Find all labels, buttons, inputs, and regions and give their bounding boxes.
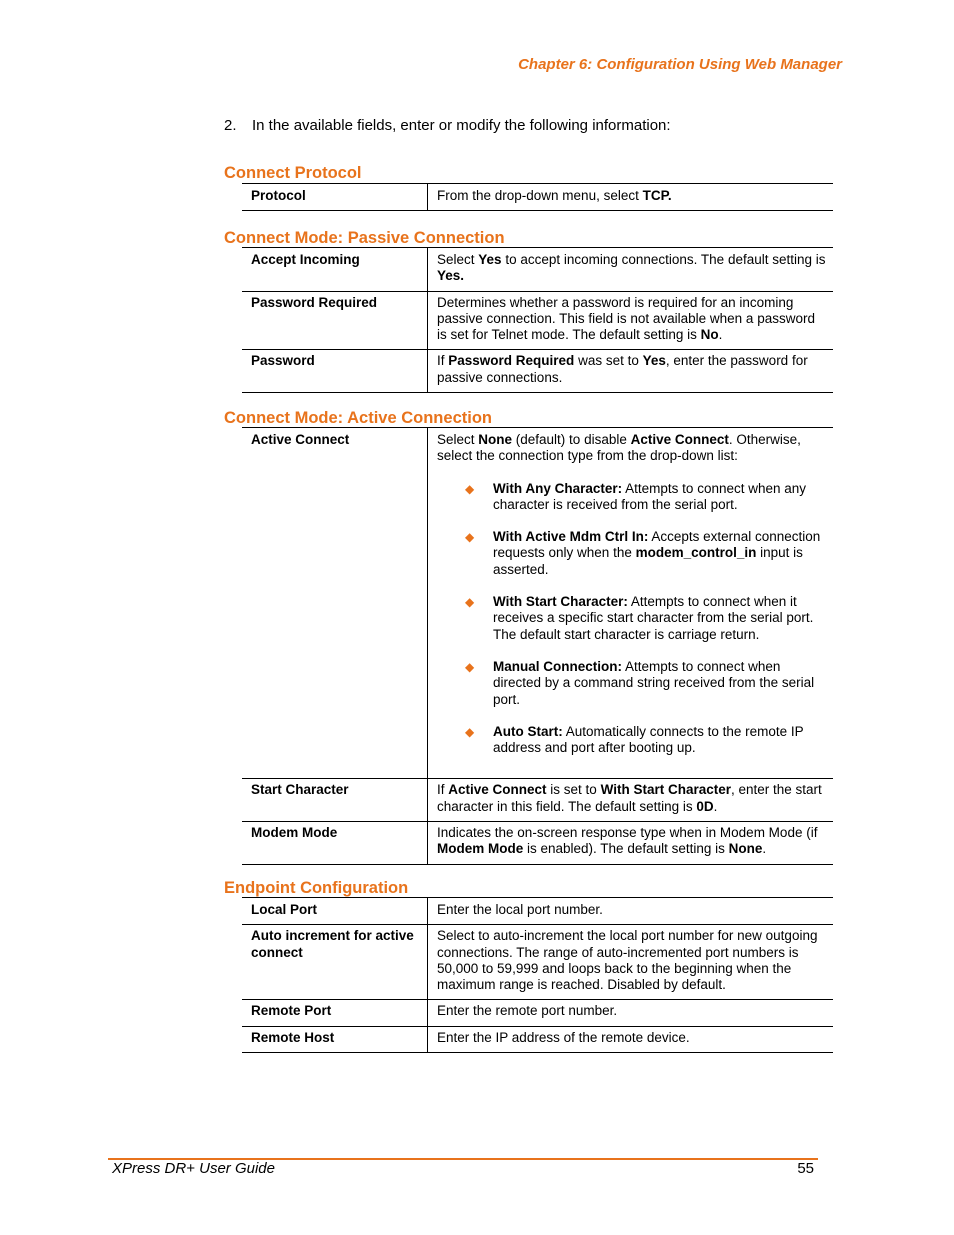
- desc-text: , enter the start character in this field. The default setting is: [437, 782, 822, 814]
- field-label: Modem Mode: [242, 822, 428, 865]
- table-row: [242, 779, 833, 822]
- field-label: Password Required: [242, 291, 428, 350]
- table-row: [242, 1000, 833, 1026]
- step-text: In the available fields, enter or modify the following information:: [252, 117, 671, 134]
- desc-bold: Active Connect: [630, 432, 729, 447]
- desc-bold: None: [478, 432, 513, 447]
- item-text: Attempts to connect when directed by a command string received from the serial port.: [493, 658, 815, 707]
- connect-protocol-table: [242, 183, 833, 211]
- active-connect-intro: [437, 432, 827, 465]
- table-row: [242, 248, 833, 292]
- diamond-bullet-icon: ◆: [465, 724, 475, 739]
- field-label: Start Character: [242, 779, 428, 822]
- desc-text: is enabled). The default setting is: [523, 841, 729, 857]
- diamond-bullet-icon: ◆: [465, 530, 475, 545]
- list-item: [437, 724, 827, 757]
- field-description: [428, 248, 834, 292]
- item-text: Attempts to connect when any character is received from the serial port.: [493, 480, 807, 512]
- desc-text: is set to: [546, 782, 601, 798]
- desc-bold: Active Connect: [448, 782, 547, 798]
- endpoint-configuration-table: [242, 897, 833, 1053]
- desc-text: From the drop-down menu, select: [437, 188, 643, 203]
- desc-text: . Otherwise, select the connection type from the drop-down list:: [437, 432, 801, 464]
- field-description: [428, 779, 834, 822]
- desc-text: Indicates the on-screen response type when in Modem Mode (if: [437, 825, 818, 841]
- field-label: Local Port: [242, 898, 428, 925]
- desc-text: (default) to disable: [512, 432, 631, 447]
- field-description: [428, 822, 834, 865]
- desc-text: .: [713, 798, 718, 814]
- table-row: [242, 184, 833, 211]
- list-item: [437, 659, 827, 708]
- item-bold: Manual Connection:: [493, 658, 622, 674]
- field-label: Password: [242, 350, 428, 393]
- field-label: Remote Host: [242, 1026, 428, 1052]
- item-bold: modem_control_in: [635, 545, 757, 561]
- item-bold: Auto Start:: [493, 723, 563, 739]
- desc-text: If: [437, 782, 449, 798]
- desc-bold: TCP.: [642, 188, 672, 203]
- item-text: Automatically connects to the remote IP address and port after booting up.: [493, 723, 804, 756]
- connection-type-list: [437, 481, 827, 757]
- desc-text: .: [762, 841, 767, 857]
- section-title-active: Connect Mode: Active Connection: [224, 409, 492, 427]
- passive-connection-table: [242, 247, 833, 393]
- field-description: [428, 291, 834, 350]
- section-title-passive: Connect Mode: Passive Connection: [224, 229, 505, 247]
- field-label: Active Connect: [242, 428, 428, 779]
- active-connection-table: [242, 427, 833, 865]
- item-bold: With Any Character:: [493, 480, 623, 496]
- diamond-bullet-icon: ◆: [465, 659, 475, 674]
- page-number: 55: [797, 1160, 814, 1177]
- desc-text: to accept incoming connections. The default setting is: [501, 252, 826, 267]
- diamond-bullet-icon: ◆: [465, 595, 475, 610]
- item-text: Accepts external connection requests only when the: [493, 529, 821, 561]
- field-label: Auto increment for active connect: [242, 925, 428, 1000]
- section-title-connect-protocol: Connect Protocol: [224, 164, 362, 182]
- diamond-bullet-icon: ◆: [465, 481, 475, 496]
- item-text: Attempts to connect when it receives a specific start character from the serial port. The default start character is carriage return.: [493, 594, 814, 642]
- field-description: Enter the remote port number.: [428, 1000, 834, 1026]
- desc-bold: Yes.: [437, 268, 465, 284]
- field-description: [428, 184, 834, 211]
- table-row: [242, 1026, 833, 1052]
- desc-text: Select: [437, 432, 479, 447]
- field-label: Protocol: [242, 184, 428, 211]
- field-description: [428, 350, 834, 393]
- list-item: [437, 594, 827, 643]
- desc-bold: None: [728, 841, 763, 857]
- desc-text: , enter the password for passive connections.: [437, 353, 808, 385]
- desc-bold: No: [700, 327, 719, 343]
- desc-text: .: [718, 327, 723, 343]
- table-row: [242, 925, 833, 1000]
- step-number: 2.: [224, 117, 237, 134]
- desc-bold: 0D: [696, 798, 714, 814]
- field-label: Remote Port: [242, 1000, 428, 1026]
- desc-bold: Yes: [478, 252, 502, 267]
- table-row: [242, 350, 833, 393]
- field-label: Accept Incoming: [242, 248, 428, 292]
- desc-bold: With Start Character: [600, 782, 731, 798]
- list-item: [437, 481, 827, 514]
- desc-text: was set to: [574, 353, 643, 369]
- chapter-heading: Chapter 6: Configuration Using Web Manager: [518, 56, 842, 73]
- desc-text: If: [437, 353, 449, 369]
- table-row: [242, 898, 833, 925]
- item-text: input is asserted.: [493, 545, 803, 577]
- field-description: Select to auto-increment the local port number for new outgoing connections. The range of auto-incremented port numbers is 50,000 to 59,999 and loops back to the beginning when the maximum range is reached. Disabled by default.: [428, 925, 834, 1000]
- table-row: [242, 291, 833, 350]
- item-bold: With Active Mdm Ctrl In:: [493, 529, 649, 545]
- item-bold: With Start Character:: [493, 594, 628, 610]
- desc-bold: Yes: [642, 353, 666, 369]
- intro-step: [224, 117, 671, 134]
- footer-title: XPress DR+ User Guide: [112, 1160, 275, 1177]
- desc-text: Select: [437, 252, 479, 267]
- table-row: [242, 822, 833, 865]
- field-description: Enter the local port number.: [428, 898, 834, 925]
- table-row: [242, 428, 833, 779]
- field-description: Enter the IP address of the remote device.: [428, 1026, 834, 1052]
- desc-bold: Modem Mode: [437, 841, 524, 857]
- field-description: [428, 428, 834, 779]
- desc-bold: Password Required: [448, 353, 575, 369]
- section-title-endpoint: Endpoint Configuration: [224, 879, 409, 897]
- list-item: [437, 529, 827, 578]
- desc-text: Determines whether a password is required for an incoming passive connection. This field is not available when a password is set for Telnet mode. The default setting is: [437, 294, 815, 343]
